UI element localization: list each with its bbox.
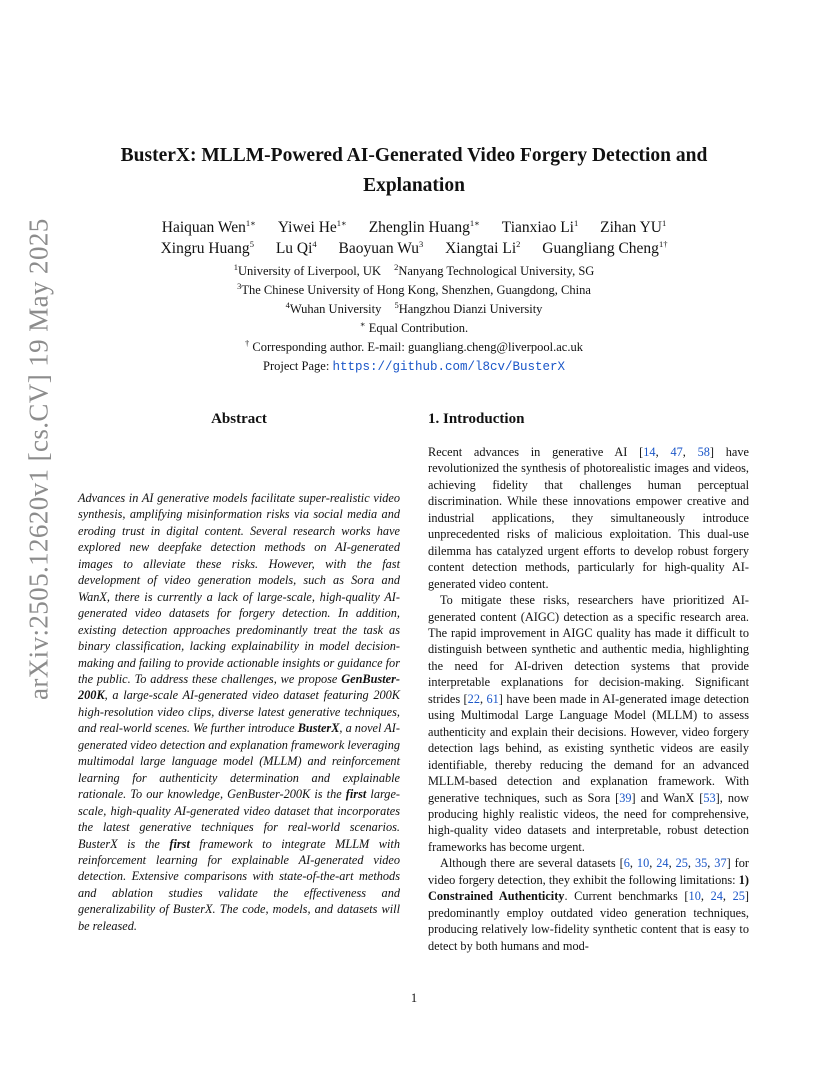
citation-link[interactable]: 47	[670, 445, 683, 459]
author: Yiwei $He^{1∗}$	[277, 217, 347, 236]
citation-link[interactable]: 35	[694, 856, 708, 871]
affiliation-row-2	[0, 281, 828, 300]
introduction-paragraph-3: Although there are several datasets [6, 10, 24, 25, 35, 37] for video forgery detection, they exhibit the following limitations: 1) Constrained Authenticity. Current benchmarks [10, 24, 25] predominantly employ outdated video generation techniques, producing relatively low-fidelity synthetic content that is easy to detect by both humans and mod-	[428, 856, 749, 953]
abstract-body	[78, 490, 400, 934]
introduction-paragraph-2: To mitigate these risks, researchers have prioritized AI-generated content (AIGC) detection as a specific research area. The rapid improvement in AIGC quality has made it difficult to distinguish between synthetic and authentic media, highlighting the need for AI-driven detection systems that provide interpretable explanations for decision-making. Significant strides [22, 61] have been made in AI-generated image detection using Multimodal Large Language Model (MLLM) to assess authenticity and explain their decisions. However, video forgery detection lags behind, as existing synthetic videos are easily identifiable, thereby reducing the demand for an advanced MLLM-based detection and explanation framework. With generative techniques, such as Sora [39] and WanX [53], now producing highly realistic videos, the need for comprehensive, high-quality video datasets and interpretable, robust detection frameworks has become urgent.	[428, 593, 749, 854]
abstract-emphasis: GenBuster-200K	[78, 671, 400, 703]
author-row-1	[0, 217, 828, 238]
affiliation: $^2$Nanyang Technological University, SG	[394, 261, 595, 278]
citation-link[interactable]: 24	[656, 856, 669, 871]
project-page-label: Project Page:	[263, 359, 330, 373]
citation-link[interactable]: 25	[732, 889, 745, 904]
introduction-body	[428, 444, 749, 954]
citation-link[interactable]: 10	[688, 889, 701, 904]
citation-link[interactable]: 37	[714, 856, 727, 871]
citation-link[interactable]: 6	[623, 856, 630, 871]
author: Xingru Huang$^5$	[160, 238, 254, 257]
affiliation-row-3	[0, 300, 828, 319]
abstract-emphasis: first	[169, 836, 190, 851]
author: Tianxiao Li$^1$	[501, 217, 579, 236]
citation-link[interactable]: 25	[675, 856, 688, 871]
citation-link[interactable]: 39	[619, 790, 632, 805]
affiliation: $^3$The Chinese University of Hong Kong, Shenzhen, Guangdong, China	[237, 280, 591, 297]
citation-link[interactable]: 61	[486, 691, 499, 706]
affiliation: $^1$University of Liverpool, UK	[233, 261, 381, 278]
citation-link[interactable]: 53	[703, 790, 716, 805]
arxiv-identifier: arXiv:2505.12620v1 [cs.CV] 19 May 2025	[23, 218, 54, 700]
affiliation: $^5$Hangzhou Dianzi University	[394, 299, 543, 316]
affiliations	[0, 262, 828, 377]
citation-link[interactable]: 24	[710, 889, 723, 904]
author-row-2	[0, 238, 828, 259]
introduction-heading: 1. Introduction	[428, 411, 525, 427]
abstract-text: large-scale, high-quality AI-generated video dataset that incorporates the latest generative techniques for real-world scenarios. BusterX is the	[78, 787, 400, 851]
abstract-text: framework to integrate MLLM with reinforcement learning for explainable AI-generated video detection. Extensive comparisons with state-of-the-art methods and ablation studies validate the effectiveness and generalizability of BusterX. The code, models, and datasets will be released.	[78, 836, 400, 933]
author: Baoyuan Wu$^3$	[338, 238, 424, 257]
abstract-text: Advances in AI generative models facilitate super-realistic video synthesis, amplifying misinformation risks via social media and eroding trust in digital content. Several research works have explored new deepfake detection methods on AI-generated images to alleviate these risks. However, with the fast development of video generation models, such as Sora and WanX, there is currently a lack of large-scale, high-quality AI-generated video datasets for forgery detection. In addition, existing detection approaches predominantly treat the task as binary classification, lacking explainability in model decision-making and failing to provide actionable insights or guidance for the public. To address these challenges, we propose	[78, 491, 400, 686]
affiliation-row-1	[0, 262, 828, 281]
affiliation: $^4$Wuhan University	[285, 299, 382, 316]
abstract-heading: Abstract	[211, 411, 267, 427]
author: Guangliang Cheng$^{1\dagger}$	[542, 238, 668, 257]
page-number: 1	[410, 991, 418, 1005]
author: Haiquan Wen$^{1∗}$	[161, 217, 256, 236]
project-page	[0, 357, 828, 377]
project-page-link[interactable]: https://github.com/l8cv/BusterX	[332, 360, 565, 374]
abstract-emphasis: first	[345, 787, 367, 802]
citation-link[interactable]: 22	[467, 691, 480, 706]
author: Lu Qi$^4$	[275, 238, 317, 257]
abstract-text: , a large-scale AI-generated video dataset featuring 200K high-resolution video clips, diverse latest generative techniques, and real-world scenes. We further introduce	[78, 688, 400, 736]
corresponding-author-note: † Corresponding author. E-mail: guangliang.cheng@liverpool.ac.uk	[245, 337, 583, 354]
abstract-text: , a novel AI-generated video detection and explanation framework leveraging multimodal large language model (MLLM) and reinforcement learning for authenticity determination and explainable rationale. To our knowledge, GenBuster-200K is the	[78, 721, 401, 802]
equal-contribution-note: ∗ Equal Contribution.	[359, 318, 469, 335]
abstract-emphasis: BusterX	[297, 721, 340, 736]
author-list	[0, 217, 828, 259]
title-line-1: BusterX: MLLM-Powered AI-Generated Video Forgery Detection and	[120, 145, 708, 166]
author: Zhenglin Huang$^{1∗}$	[368, 217, 480, 236]
citation-link[interactable]: 58	[697, 445, 710, 459]
author: Zihan $YU^1$	[600, 217, 667, 236]
author: Xiangtai Li$^2$	[445, 238, 521, 257]
introduction-paragraph-1: Recent advances in generative AI [14, 47, 58] have revolutionized the synthesis of photorealistic images and videos, achieving fidelity that challenges human perceptual discrimination. While these innovations empower creative and industrial applications, they simultaneously introduce unprecedented risks of malicious exploitation. This dual-use dilemma has catalyzed urgent efforts to develop robust forgery content detection methods, particularly for high-quality AI-generated video content.	[428, 445, 749, 591]
citation-link[interactable]: 14	[643, 445, 656, 459]
title-line-2: Explanation	[363, 175, 465, 196]
citation-link[interactable]: 10	[636, 856, 650, 871]
paper-title	[0, 141, 828, 201]
